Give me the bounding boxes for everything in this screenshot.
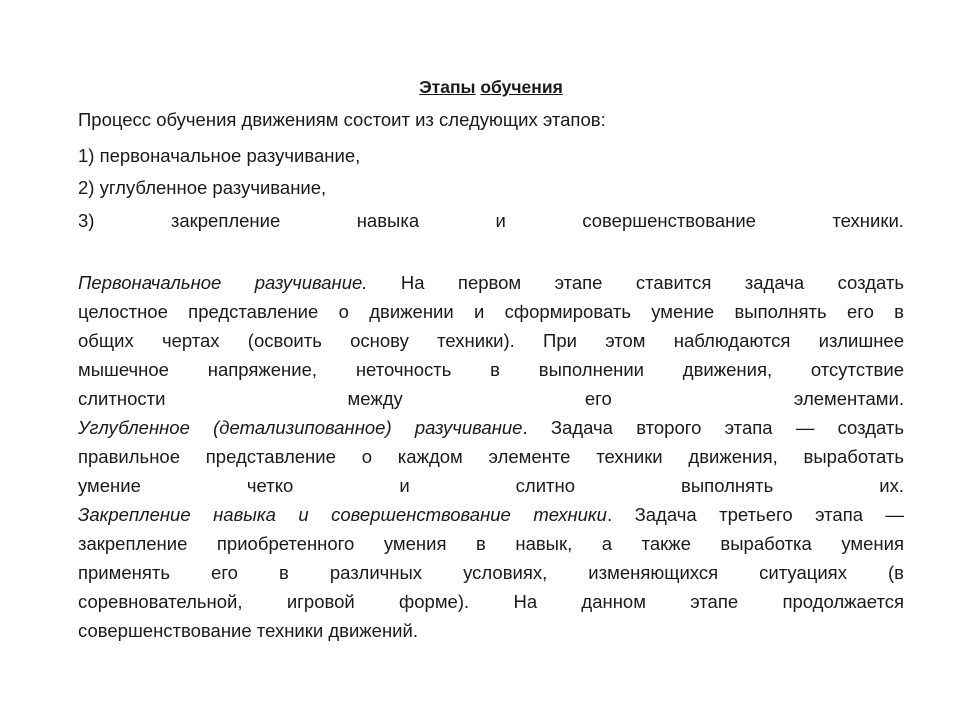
paragraph-row: мышечное напряжение, неточность в выполнении движения, отсутствие — [78, 359, 904, 380]
stage-3-word: закрепление — [170, 210, 281, 231]
stage-3-word: 3) — [78, 210, 95, 231]
stage-3-word: навыка — [356, 210, 420, 231]
paragraph-lead: Первоначальное разучивание. — [78, 272, 368, 293]
paragraph-row: слитности между его элементами. — [78, 388, 904, 409]
paragraph-row: Углубленное (детализипованное) разучивание. Задача второго этапа — создать — [78, 417, 904, 438]
slide — [78, 0, 904, 720]
stage-3-line — [78, 209, 904, 233]
paragraph-skill-consolidation — [78, 500, 904, 645]
paragraph-lead: Углубленное (детализипованное) разучивание — [78, 417, 523, 438]
stage-3-word: и — [495, 210, 506, 231]
paragraph-deep-learning — [78, 413, 904, 500]
stage-2-line: 2) углубленное разучивание, — [78, 177, 327, 198]
intro-line: Процесс обучения движениям состоит из следующих этапов: — [78, 109, 606, 130]
stage-3-word: совершенствование — [582, 210, 756, 231]
stage-3-word: техники. — [832, 210, 904, 231]
page-title — [78, 76, 904, 98]
paragraph-row: умение четко и слитно выполнять их. — [78, 475, 904, 496]
paragraph-row: общих чертах (освоить основу техники). При этом наблюдаются излишнее — [78, 330, 904, 351]
paragraph-row: Закрепление навыка и совершенствование техники. Задача третьего этапа — — [78, 504, 904, 525]
paragraph-row: целостное представление о движении и сформировать умение выполнять его в — [78, 301, 904, 322]
paragraph-row: совершенствование техники движений. — [78, 620, 418, 641]
paragraph-lead: Закрепление навыка и совершенствование техники — [78, 504, 607, 525]
paragraph-row: правильное представление о каждом элементе техники движения, выработать — [78, 446, 904, 467]
paragraph-initial-learning — [78, 268, 904, 413]
stage-1-line: 1) первоначальное разучивание, — [78, 145, 361, 166]
paragraph-row: применять его в различных условиях, изменяющихся ситуациях (в — [78, 562, 904, 583]
paragraph-row: закрепление приобретенного умения в навык, а также выработка умения — [78, 533, 904, 554]
paragraph-row: соревновательной, игровой форме). На данном этапе продолжается — [78, 591, 904, 612]
paragraph-row: Первоначальное разучивание. На первом этапе ставится задача создать — [78, 272, 904, 293]
title-word-1: Этапы — [419, 77, 476, 97]
title-word-2: обучения — [480, 77, 563, 97]
